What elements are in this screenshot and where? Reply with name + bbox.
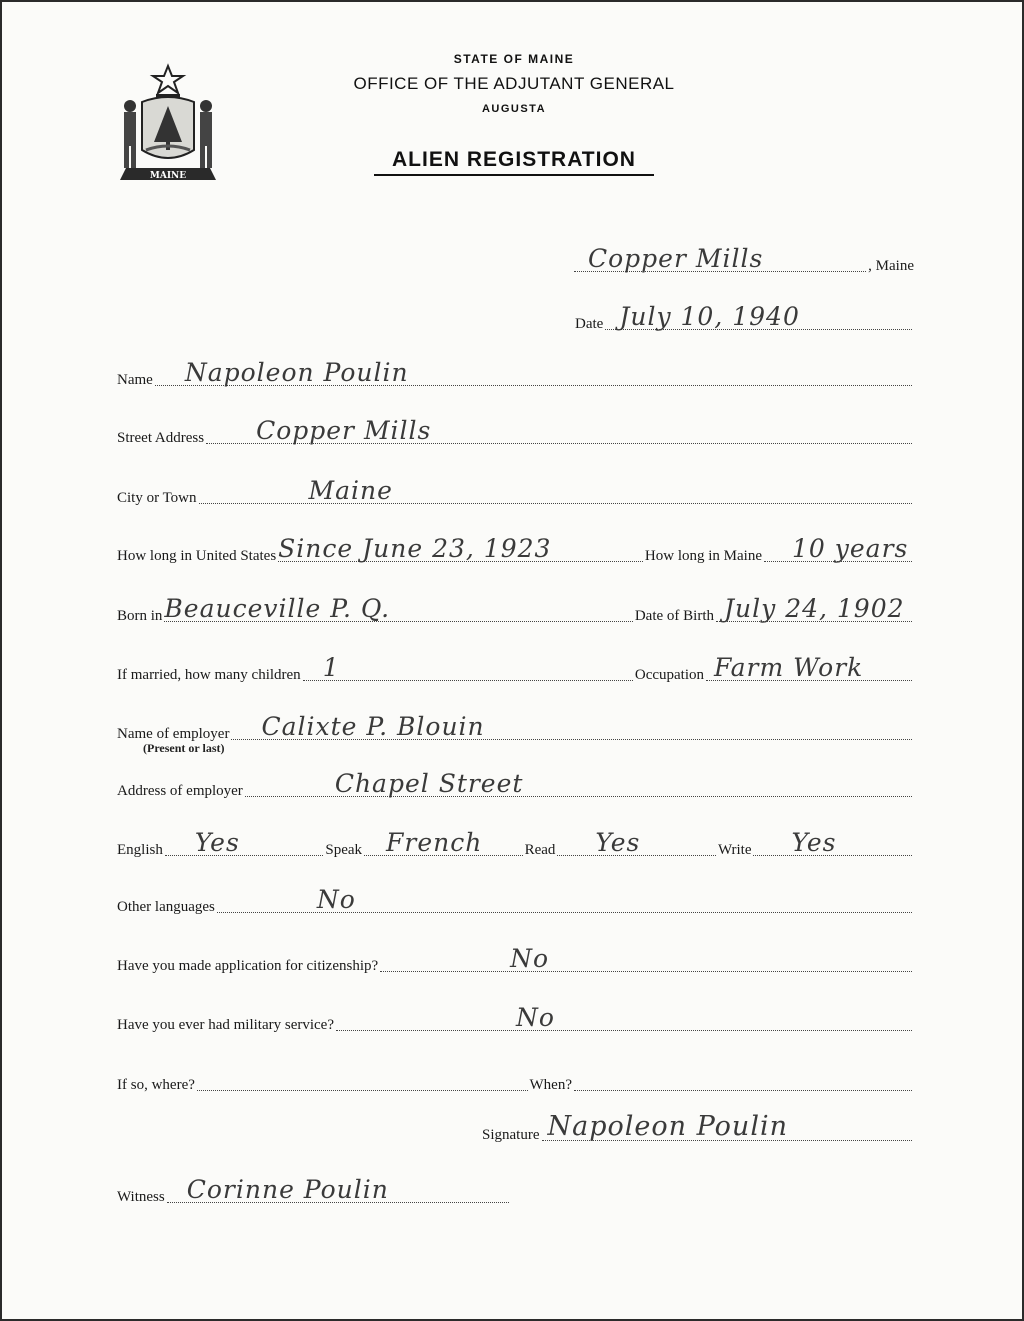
signature-row: [482, 1113, 914, 1143]
military-value: No: [516, 1003, 555, 1032]
street-label: Street Address: [117, 430, 205, 446]
signature-label: Signature: [482, 1127, 540, 1143]
city-field[interactable]: [199, 476, 912, 505]
date-label: Date: [575, 316, 604, 332]
english-label: English: [117, 842, 163, 858]
english-field[interactable]: [165, 828, 324, 857]
dob-value: July 24, 1902: [724, 594, 905, 623]
citizenship-field[interactable]: [380, 944, 912, 973]
employer-label: Name of employer: [117, 726, 230, 742]
dob-label: Date of Birth: [634, 608, 714, 624]
when-field[interactable]: [574, 1090, 912, 1091]
write-field[interactable]: [753, 828, 912, 857]
signature-field[interactable]: [542, 1111, 913, 1142]
employer-address-value: Chapel Street: [334, 769, 524, 798]
town-field[interactable]: [574, 244, 866, 273]
witness-row: [117, 1175, 511, 1205]
employer-field[interactable]: [231, 712, 912, 741]
name-value: Napoleon Poulin: [184, 358, 409, 387]
how-long-maine-value: 10 years: [792, 534, 909, 563]
employer-address-label: Address of employer: [117, 783, 243, 799]
children-label: If married, how many children: [117, 667, 301, 683]
town-row: [572, 244, 914, 274]
date-row: [575, 302, 914, 332]
speak-label: Speak: [325, 842, 363, 858]
children-field[interactable]: [303, 653, 633, 682]
office-heading: OFFICE OF THE ADJUTANT GENERAL: [353, 74, 675, 93]
speak-value: French: [386, 828, 483, 857]
name-field[interactable]: [155, 358, 912, 387]
other-languages-value: No: [316, 885, 356, 914]
born-in-label: Born in: [117, 608, 163, 624]
citizenship-value: No: [510, 944, 550, 973]
city-value: Maine: [308, 476, 393, 505]
when-label: When?: [529, 1077, 572, 1093]
language-row: [117, 828, 914, 858]
how-long-us-label: How long in United States: [117, 548, 277, 564]
employer-row: [117, 712, 914, 742]
other-languages-field[interactable]: [217, 885, 912, 914]
other-languages-row: [117, 885, 914, 915]
state-suffix: , Maine: [868, 258, 914, 274]
children-value: 1: [322, 653, 340, 682]
military-field[interactable]: [336, 1003, 912, 1032]
street-field[interactable]: [206, 416, 912, 445]
born-in-field[interactable]: [164, 594, 632, 623]
city-row: [117, 476, 914, 506]
employer-address-field[interactable]: [245, 769, 912, 798]
english-value: Yes: [194, 828, 240, 857]
town-value: Copper Mills: [588, 244, 764, 273]
name-label: Name: [117, 372, 153, 388]
citizenship-row: [117, 944, 914, 974]
form-title: ALIEN REGISTRATION: [374, 148, 654, 176]
signature-value: Napoleon Poulin: [547, 1111, 788, 1142]
employer-sublabel: (Present or last): [143, 741, 225, 755]
date-field[interactable]: [605, 302, 912, 331]
dob-field[interactable]: [716, 594, 912, 623]
name-row: [117, 358, 914, 388]
svg-text:MAINE: MAINE: [149, 171, 187, 181]
how-long-maine-label: How long in Maine: [644, 548, 762, 564]
speak-field[interactable]: [364, 828, 523, 857]
birth-row: [117, 594, 914, 624]
street-row: [117, 416, 914, 446]
employer-address-row: [117, 769, 914, 799]
how-long-maine-field[interactable]: [764, 534, 912, 563]
read-field[interactable]: [557, 828, 716, 857]
street-value: Copper Mills: [256, 416, 432, 445]
write-label: Write: [717, 842, 752, 858]
where-field[interactable]: [197, 1090, 528, 1091]
how-long-us-value: Since June 23, 1923: [278, 534, 552, 563]
residence-row: [117, 534, 914, 564]
date-value: July 10, 1940: [619, 302, 800, 331]
write-value: Yes: [791, 828, 837, 857]
other-languages-label: Other languages: [117, 899, 215, 915]
military-label: Have you ever had military service?: [117, 1017, 334, 1033]
city-heading: AUGUSTA: [481, 103, 547, 115]
citizenship-label: Have you made application for citizenship?: [117, 958, 379, 974]
military-row: [117, 1003, 914, 1033]
state-heading: STATE OF MAINE: [453, 52, 575, 66]
read-label: Read: [524, 842, 556, 858]
employer-value: Calixte P. Blouin: [261, 712, 485, 741]
how-long-us-field[interactable]: [278, 534, 643, 563]
where-label: If so, where?: [117, 1077, 195, 1093]
witness-value: Corinne Poulin: [186, 1175, 389, 1204]
read-value: Yes: [595, 828, 641, 857]
occupation-field[interactable]: [706, 653, 912, 682]
state-of-maine-seal: [112, 62, 224, 190]
family-row: [117, 653, 914, 683]
occupation-label: Occupation: [634, 667, 704, 683]
witness-field[interactable]: [167, 1175, 509, 1204]
witness-label: Witness: [117, 1189, 165, 1205]
born-in-value: Beauceville P. Q.: [164, 594, 391, 623]
city-label: City or Town: [117, 490, 197, 506]
occupation-value: Farm Work: [714, 653, 864, 682]
service-detail-row: [117, 1063, 914, 1093]
